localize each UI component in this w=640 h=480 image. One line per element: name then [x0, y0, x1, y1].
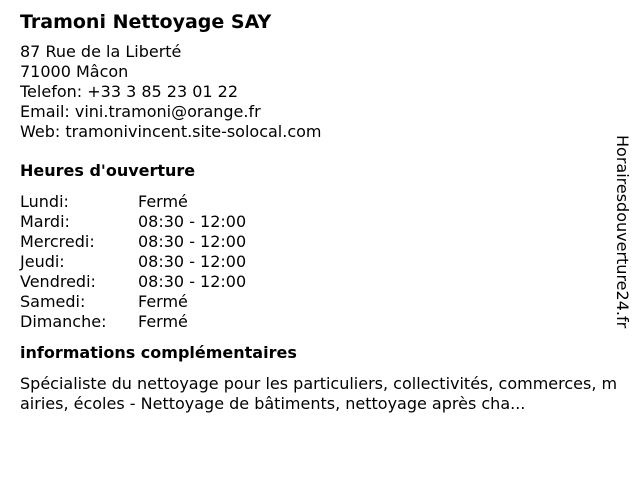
hours-row-tuesday — [20, 212, 620, 232]
day-hours: 08:30 - 12:00 — [138, 252, 247, 271]
info-heading: informations complémentaires — [20, 343, 297, 362]
day-hours: Fermé — [138, 192, 188, 211]
day-label: Jeudi: — [20, 252, 65, 271]
day-hours: Fermé — [138, 292, 188, 311]
day-label: Vendredi: — [20, 272, 96, 291]
hours-row-thursday — [20, 252, 620, 272]
hours-row-saturday — [20, 292, 620, 312]
web-line: Web: tramonivincent.site-solocal.com — [20, 122, 322, 141]
hours-row-wednesday — [20, 232, 620, 252]
day-label: Lundi: — [20, 192, 69, 211]
day-hours: 08:30 - 12:00 — [138, 232, 247, 251]
site-watermark: Horairesdouverture24.fr — [613, 135, 632, 329]
hours-row-sunday — [20, 312, 620, 332]
info-description: Spécialiste du nettoyage pour les particuliers, collectivités, commerces, mairies, écoles - Nettoyage de bâtiments, nettoyage après cha... — [20, 374, 618, 413]
email-line: Email: vini.tramoni@orange.fr — [20, 102, 261, 121]
day-label: Dimanche: — [20, 312, 107, 331]
hours-row-monday — [20, 192, 620, 212]
phone-line: Telefon: +33 3 85 23 01 22 — [20, 82, 239, 101]
address-block — [20, 42, 620, 142]
day-hours: 08:30 - 12:00 — [138, 212, 247, 231]
business-name: Tramoni Nettoyage SAY — [20, 11, 272, 33]
day-hours: Fermé — [138, 312, 188, 331]
day-label: Samedi: — [20, 292, 86, 311]
street-address: 87 Rue de la Liberté — [20, 42, 182, 61]
day-label: Mardi: — [20, 212, 70, 231]
day-label: Mercredi: — [20, 232, 95, 251]
hours-heading: Heures d'ouverture — [20, 161, 196, 180]
business-card — [20, 8, 620, 414]
hours-table — [20, 192, 620, 332]
day-hours: 08:30 - 12:00 — [138, 272, 247, 291]
hours-row-friday — [20, 272, 620, 292]
postal-city: 71000 Mâcon — [20, 62, 129, 81]
